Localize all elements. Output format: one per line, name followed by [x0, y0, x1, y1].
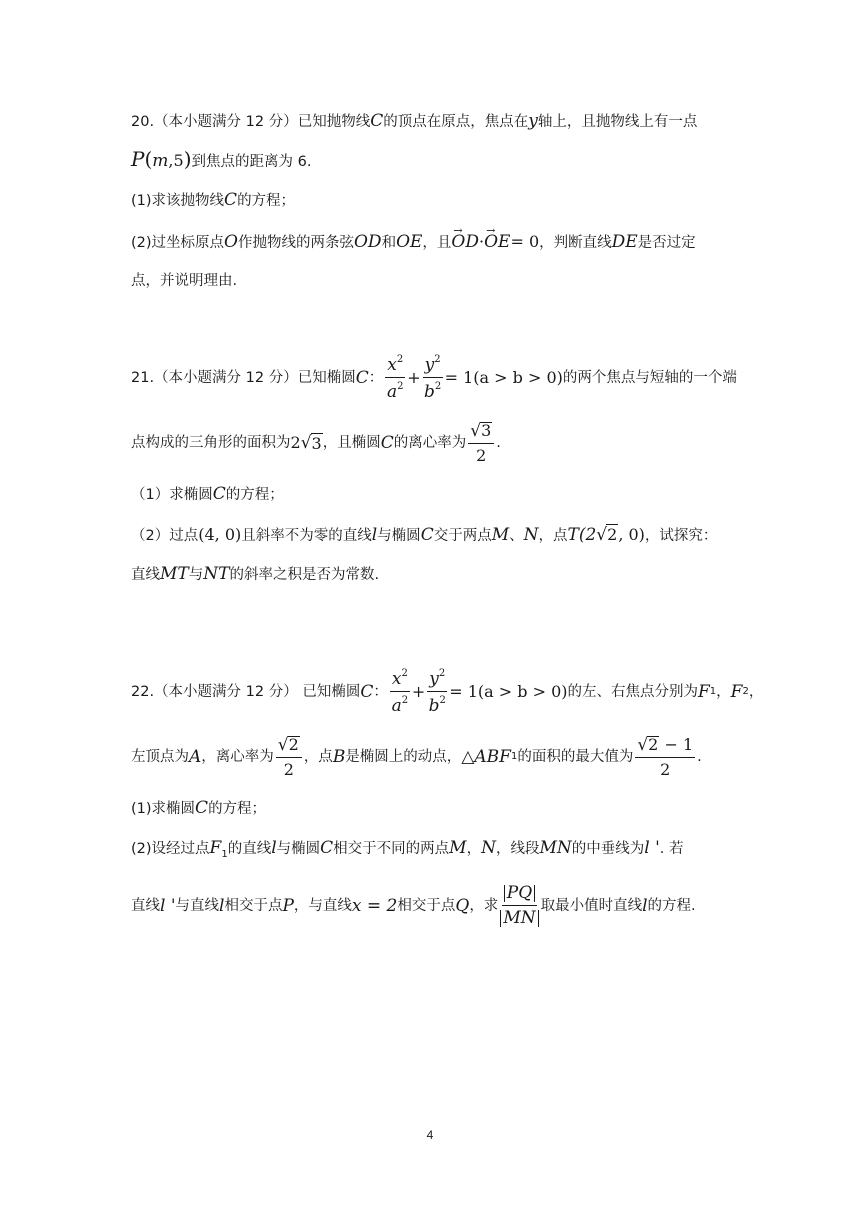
p21-frac-x2a2	[385, 355, 405, 401]
p22-focus-F2: F	[730, 682, 743, 702]
p22-sub: 1	[709, 686, 717, 697]
p22-var-l: l	[642, 896, 648, 916]
p21-var-C: C	[212, 484, 226, 504]
p21-frac-y2b2	[423, 355, 443, 401]
p22-text: 的面积的最大值为	[517, 749, 634, 765]
p21-text: 交于两点	[433, 528, 492, 544]
p22-comma: ，	[466, 841, 482, 857]
p21-point: (4, 0)	[198, 525, 242, 544]
p22-var-B: B	[332, 747, 346, 767]
p22-sup: 2	[438, 668, 446, 679]
p22-max-area	[635, 736, 695, 778]
p22-var-P: P	[282, 896, 294, 916]
p22-frac-den: $b^2$	[428, 695, 446, 716]
p21-question-1	[131, 484, 750, 505]
p20-text: 轴上，且抛物线上有一点	[537, 114, 698, 130]
p21-text: 且斜率不为零的直线	[241, 528, 372, 544]
p21-area-coef: 2	[290, 433, 301, 452]
p22-comma: ，	[748, 684, 764, 700]
p20-line-2	[131, 149, 750, 172]
p22-text: 与直线	[175, 898, 220, 914]
p22-eccentricity	[276, 736, 302, 778]
p21-condition: = 1(a > b > 0)	[444, 368, 563, 387]
p20-text: (2)过坐标原点	[131, 235, 225, 251]
p20-text: 的顶点在原点，焦点在	[383, 114, 529, 130]
p21-text: ，试探究：	[644, 528, 718, 544]
p20-text: 到焦点的距离为 6.	[191, 154, 312, 170]
p22-var-l: l	[271, 838, 277, 858]
p22-var-C: C	[195, 798, 209, 818]
p20-chord-OE: OE	[396, 232, 423, 252]
p22-question-2	[131, 838, 750, 865]
p20-comma: ,	[168, 151, 174, 170]
p22-var-lprime: l '	[160, 896, 176, 916]
p21-frac-num: $y^2$	[423, 355, 443, 378]
p22-max-radicand: 2	[648, 735, 659, 754]
p20-var-C: C	[370, 111, 384, 131]
p20-vector-OE: → OE	[484, 232, 510, 252]
p20-question-2-cont	[131, 271, 750, 291]
p22-segment-MN: MN	[539, 838, 572, 858]
p22-text: 与椭圆	[276, 841, 321, 857]
p22-text: 的方程.	[647, 898, 696, 914]
p21-sup: 2	[396, 354, 404, 365]
p20-line-DE: DE	[611, 232, 638, 252]
p20-text: 作抛物线的两条弦	[237, 235, 354, 251]
p20-dot: ·	[479, 232, 485, 251]
p21-question-2-cont	[131, 564, 750, 585]
p20-paren: )	[183, 147, 192, 171]
p21-text: 与	[188, 567, 204, 583]
p22-text: 是椭圆上的动点，	[345, 749, 462, 765]
p22-line-2	[131, 734, 750, 780]
p21-radical: √	[596, 525, 608, 545]
p21-radical: √	[300, 433, 312, 453]
p20-vector-OD: → OD	[451, 232, 479, 252]
p20-question-1	[131, 190, 750, 211]
p22-text: 相交于不同的两点	[333, 841, 450, 857]
p22-frac-x2a2	[390, 669, 410, 715]
p21-e-radicand: 3	[481, 421, 492, 440]
p20-var-m: m	[152, 151, 169, 171]
p22-text: 的中垂线为	[571, 841, 645, 857]
p21-area-radicand: 3	[311, 433, 322, 453]
p22-var-Q: Q	[455, 896, 470, 916]
p22-text: ，与直线	[293, 898, 352, 914]
p20-number: 5	[173, 151, 184, 170]
p22-var-M: M	[449, 838, 467, 858]
p22-var-lprime: l '	[644, 838, 660, 858]
p22-sub: 2	[742, 686, 749, 697]
p20-text: 和	[381, 235, 397, 251]
p22-text: 的方程；	[208, 801, 267, 817]
p22-text: (2)设经过点	[131, 841, 210, 857]
p21-sup: 2	[434, 381, 442, 392]
p22-text: 的左、右焦点分别为	[567, 684, 698, 700]
p22-line-1	[131, 668, 764, 716]
p22-var-A: A	[189, 747, 202, 767]
p21-text: 直线	[131, 567, 160, 583]
p22-abs-MN: MN	[500, 910, 538, 927]
p22-question-1	[131, 798, 750, 819]
p20-text: ，判断直线	[539, 235, 612, 251]
p20-paren: (	[144, 147, 153, 171]
p22-text: 左顶点为	[131, 749, 189, 765]
p22-text: (1)求椭圆	[131, 801, 196, 817]
p22-text: . 若	[659, 841, 684, 857]
p20-line-1	[131, 111, 750, 132]
p22-max-tail: − 1	[659, 735, 694, 754]
p22-comma: ，	[716, 684, 731, 700]
p22-sub: 1	[221, 849, 228, 860]
p20-text: 的方程；	[237, 193, 296, 209]
p21-frac-den: $a^2$	[386, 381, 404, 402]
p22-question-2-cont	[131, 880, 750, 932]
p21-frac-num	[468, 422, 494, 444]
p22-radical: √	[277, 735, 289, 755]
p22-var-N: N	[481, 838, 496, 858]
p21-line-1	[131, 354, 750, 402]
p22-frac-num	[635, 736, 695, 758]
p21-var-C: C	[355, 368, 369, 388]
p22-focus-F1: F	[209, 838, 222, 858]
p21-heading: 21.（本小题满分 12 分）已知椭圆	[131, 370, 356, 386]
p22-e-den: 2	[283, 760, 294, 779]
p21-question-2	[131, 524, 750, 546]
page-number: 4	[426, 1128, 434, 1142]
p22-var-l: l	[219, 896, 225, 916]
p22-text: 直线	[131, 898, 160, 914]
p22-sup: 2	[439, 695, 446, 706]
p22-line-x2: x = 2	[351, 896, 398, 916]
p21-point-T: T(2	[567, 525, 597, 545]
p21-text: ，点	[538, 528, 568, 544]
p21-T-end: , 0)	[618, 525, 645, 544]
p22-text: 的直线	[227, 841, 272, 857]
p22-frac-den	[500, 906, 538, 927]
p22-var-C: C	[360, 682, 374, 702]
p22-sup: 2	[401, 695, 409, 706]
p22-condition: = 1(a > b > 0)	[449, 682, 568, 701]
p21-radical: √	[470, 421, 482, 441]
p20-text: ，且	[422, 235, 452, 251]
p20-chord-OD: OD	[353, 232, 382, 252]
p21-sep: 、	[509, 528, 524, 544]
p21-sup: 2	[434, 354, 441, 365]
p22-colon: ：	[373, 684, 388, 700]
p20-heading: 20.（本小题满分 12 分）已知抛物线	[131, 114, 371, 130]
p21-period: .	[496, 435, 501, 451]
p21-plus: +	[407, 368, 421, 387]
p20-text: 点，并说明理由.	[131, 273, 238, 289]
p21-text: 与椭圆	[377, 528, 421, 544]
p22-frac-num	[502, 885, 537, 906]
p22-text: ，线段	[495, 841, 540, 857]
p22-sup: 2	[401, 668, 408, 679]
p22-frac-num: $y^2$	[427, 669, 447, 692]
p22-e-radicand: 2	[288, 735, 299, 754]
p21-text: 的方程；	[225, 487, 284, 503]
p22-var-C: C	[320, 838, 334, 858]
p21-text: （2）过点	[131, 528, 199, 544]
p21-var-C: C	[380, 433, 394, 453]
p22-abs-PQ: PQ	[504, 885, 535, 902]
p22-sub: 1	[510, 751, 518, 762]
p21-text: 点构成的三角形的面积为	[131, 435, 291, 451]
p20-question-2	[131, 232, 750, 253]
p21-frac-num: $x^2$	[385, 355, 405, 378]
p22-plus: +	[411, 682, 426, 701]
p20-var-O: O	[224, 232, 238, 252]
p21-eccentricity	[468, 422, 494, 464]
p22-focus-F1: F	[698, 682, 710, 702]
p21-var-C: C	[420, 525, 434, 545]
p22-period: .	[697, 749, 702, 765]
p22-triangle: △ABF	[461, 747, 511, 767]
p21-sup: 2	[397, 381, 404, 392]
p22-text: 相交于点	[224, 898, 283, 914]
p21-text: 的离心率为	[393, 435, 467, 451]
p22-radical: √	[637, 735, 649, 755]
p21-text: 的两个焦点与短轴的一个端	[562, 370, 737, 386]
p20-var-y: y	[528, 111, 538, 131]
p21-var-M: M	[491, 525, 510, 545]
p22-text: 取最小值时直线	[540, 898, 643, 914]
p22-text: ，求	[469, 898, 499, 914]
p21-colon: ：	[368, 370, 384, 386]
p22-text: ，点	[303, 749, 333, 765]
p22-frac-num	[276, 736, 302, 758]
p20-var-C: C	[224, 190, 238, 210]
p21-line-NT: NT	[203, 564, 230, 584]
p21-text: 的斜率之积是否为常数.	[229, 567, 380, 583]
p20-point-P: P	[131, 147, 145, 171]
p22-frac-y2b2	[427, 669, 447, 715]
p22-heading: 22.（本小题满分 12 分） 已知椭圆	[131, 684, 361, 700]
p21-var-N: N	[523, 525, 539, 545]
p21-text: ，且椭圆	[322, 435, 381, 451]
p21-line-2	[131, 420, 750, 466]
p22-text: 相交于点	[397, 898, 456, 914]
p22-max-den: 2	[660, 760, 671, 779]
p20-text: 是否过定	[637, 235, 696, 251]
p20-equals-zero: = 0	[510, 232, 540, 251]
p22-text: ，离心率为	[201, 749, 274, 765]
p22-frac-num: $x^2$	[390, 669, 410, 692]
p21-T-radicand: 2	[607, 525, 618, 544]
p21-line-MT: MT	[160, 564, 189, 584]
p21-var-l: l	[371, 525, 378, 545]
p21-text: （1）求椭圆	[131, 487, 213, 503]
p21-frac-den: $b^2$	[423, 381, 442, 402]
p20-text: (1)求该抛物线	[131, 193, 225, 209]
p22-ratio	[500, 885, 538, 927]
p22-frac-den: $a^2$	[391, 695, 409, 716]
p21-e-den: 2	[476, 446, 487, 465]
